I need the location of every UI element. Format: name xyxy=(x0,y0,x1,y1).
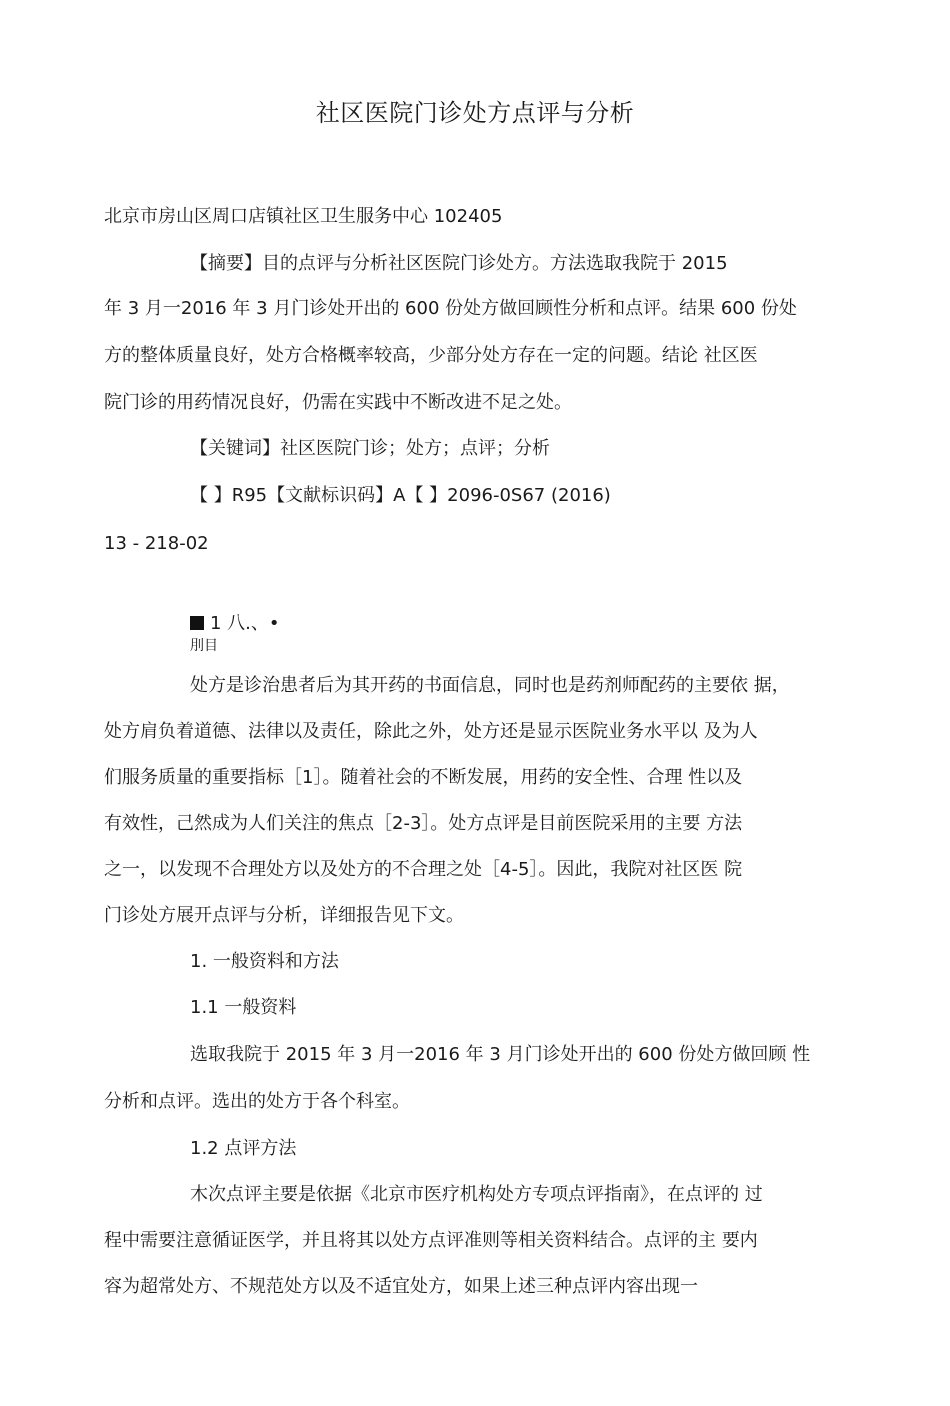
intro-heading xyxy=(190,612,280,636)
affiliation: 北京市房山区周口店镇社区卫生服务中心 102405 xyxy=(104,206,503,227)
square-bullet-icon xyxy=(190,616,204,630)
abstract-line: 年 3 月一2016 年 3 月门诊处开出的 600 份处方做回顾性分析和点评。结果 600 份处 xyxy=(104,298,797,319)
intro-subheading: 刖目 xyxy=(190,638,218,654)
intro-line: 处方肩负着道德、法律以及责任，除此之外，处方还是显示医院业务水平以 及为人 xyxy=(104,721,758,742)
intro-line: 门诊处方展开点评与分析，详细报告见下文。 xyxy=(104,905,464,926)
body-line: 选取我院于 2015 年 3 月一2016 年 3 月门诊处开出的 600 份处方做回顾 性 xyxy=(190,1044,811,1065)
classification: 【 】R95【文献标识码】A【 】2096-0S67 (2016) xyxy=(190,485,611,506)
section-1-1-heading: 1.1 一般资料 xyxy=(190,997,297,1018)
keywords: 【关键词】社区医院门诊；处方；点评；分析 xyxy=(190,438,550,459)
intro-line: 有效性，己然成为人们关注的焦点［2-3］。处方点评是目前医院采用的主要 方法 xyxy=(104,813,743,834)
intro-heading-text: 1 八.、• xyxy=(210,613,280,634)
body-line: 容为超常处方、不规范处方以及不适宜处方，如果上述三种点评内容出现一 xyxy=(104,1276,698,1297)
section-1-2-heading: 1.2 点评方法 xyxy=(190,1138,297,1159)
page-range: 13 - 218-02 xyxy=(104,533,209,554)
intro-line: 之一，以发现不合理处方以及处方的不合理之处［4-5］。因此，我院对社区医 院 xyxy=(104,859,743,880)
abstract-line: 院门诊的用药情况良好，仍需在实践中不断改进不足之处。 xyxy=(104,392,572,413)
abstract-line: 【摘要】目的点评与分析社区医院门诊处方。方法选取我院于 2015 xyxy=(190,253,728,274)
section-1-heading: 1. 一般资料和方法 xyxy=(190,951,339,972)
document-title: 社区医院门诊处方点评与分析 xyxy=(315,99,635,127)
intro-line: 们服务质量的重要指标［1］。随着社会的不断发展，用药的安全性、合理 性以及 xyxy=(104,767,743,788)
body-line: 分析和点评。选出的处方于各个科室。 xyxy=(104,1091,410,1112)
body-line: 木次点评主要是依据《北京市医疗机构处方专项点评指南》，在点评的 过 xyxy=(190,1184,763,1205)
intro-line: 处方是诊治患者后为其开药的书面信息，同时也是药剂师配药的主要依 据， xyxy=(190,675,790,696)
abstract-line: 方的整体质量良好，处方合格概率较高，少部分处方存在一定的问题。结论 社区医 xyxy=(104,345,758,366)
body-line: 程中需要注意循证医学，并且将其以处方点评准则等相关资料结合。点评的主 要内 xyxy=(104,1230,758,1251)
